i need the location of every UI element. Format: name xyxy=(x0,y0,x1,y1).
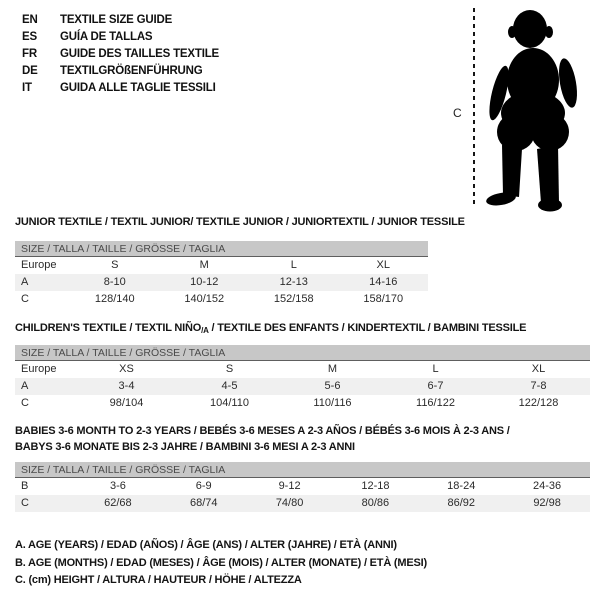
row-label-cell: B xyxy=(21,480,29,492)
table-row xyxy=(15,361,590,378)
children-title-subscript: /A xyxy=(201,326,209,335)
table-cell: 128/140 xyxy=(94,293,135,305)
table-cell: 158/170 xyxy=(363,293,404,305)
size-header-bar: SIZE / TALLA / TAILLE / GRÖSSE / TAGLIA xyxy=(15,241,428,257)
children-table-title xyxy=(15,320,526,339)
table-cell: 80/86 xyxy=(361,497,390,509)
table-cell: XS xyxy=(119,363,134,375)
table-cell: XL xyxy=(376,259,390,271)
table-row xyxy=(15,257,428,274)
language-label: TEXTILGRÖßENFÜHRUNG xyxy=(60,65,203,77)
language-label: GUIDA ALLE TAGLIE TESSILI xyxy=(60,82,216,94)
row-label-cell: C xyxy=(21,293,29,305)
language-code: ES xyxy=(22,31,37,43)
table-cell: 110/116 xyxy=(313,397,352,409)
row-label-cell: Europe xyxy=(21,363,57,375)
silhouette-foot-right xyxy=(538,199,562,212)
table-row xyxy=(15,274,428,291)
footnote-a: A. AGE (YEARS) / EDAD (AÑOS) / ÂGE (ANS) / ALTER (JAHRE) / ETÀ (ANNI) xyxy=(15,539,397,551)
size-header-bar: SIZE / TALLA / TAILLE / GRÖSSE / TAGLIA xyxy=(15,462,590,478)
table-cell: 98/104 xyxy=(109,397,144,409)
row-label-cell: Europe xyxy=(21,259,57,271)
language-row xyxy=(22,12,219,29)
table-cell: 24-36 xyxy=(533,480,562,492)
row-label-cell: C xyxy=(21,497,29,509)
table-cell: S xyxy=(111,259,119,271)
table-row xyxy=(15,378,590,395)
footnote-c: C. (cm) HEIGHT / ALTURA / HAUTEUR / HÖHE / ALTEZZA xyxy=(15,574,302,586)
table-cell: 18-24 xyxy=(447,480,476,492)
height-marker-dashed-line xyxy=(473,8,475,207)
table-cell: 3-4 xyxy=(118,380,135,392)
language-label: GUÍA DE TALLAS xyxy=(60,31,153,43)
language-code: EN xyxy=(22,14,38,26)
table-cell: 7-8 xyxy=(530,380,547,392)
table-cell: 104/110 xyxy=(210,397,249,409)
table-cell: 6-7 xyxy=(427,380,444,392)
height-marker-label: C xyxy=(453,106,462,120)
table-cell: 86/92 xyxy=(447,497,475,509)
table-cell: 122/128 xyxy=(518,397,559,409)
language-row xyxy=(22,46,219,63)
row-label-cell: A xyxy=(21,380,29,392)
table-cell: L xyxy=(432,363,439,375)
babies-table-title xyxy=(15,423,510,455)
footnotes xyxy=(15,537,427,590)
row-label-cell: C xyxy=(21,397,29,409)
silhouette-leg-left xyxy=(502,145,522,197)
babies-title-line2: BABYS 3-6 MONATE BIS 2-3 JAHRE / BAMBINI 3-6 MESI A 2-3 ANNI xyxy=(15,441,355,453)
language-label: GUIDE DES TAILLES TEXTILE xyxy=(60,48,219,60)
silhouette-short-right xyxy=(531,113,569,151)
table-cell: 92/98 xyxy=(533,497,561,509)
language-code: IT xyxy=(22,82,32,94)
table-cell: 4-5 xyxy=(221,380,238,392)
table-cell: M xyxy=(199,259,209,271)
junior-size-table xyxy=(15,241,428,308)
table-cell: L xyxy=(290,259,297,271)
language-row xyxy=(22,80,219,97)
table-cell: 14-16 xyxy=(369,276,398,288)
children-size-table xyxy=(15,345,590,412)
toddler-silhouette-image xyxy=(486,5,585,215)
language-code: FR xyxy=(22,48,37,60)
table-cell: 140/152 xyxy=(184,293,225,305)
language-list xyxy=(22,12,219,97)
language-label: TEXTILE SIZE GUIDE xyxy=(60,14,173,26)
table-cell: 6-9 xyxy=(195,480,212,492)
babies-title-line1: BABIES 3-6 MONTH TO 2-3 YEARS / BEBÉS 3-6 MESES A 2-3 AÑOS / BÉBÉS 3-6 MOIS À 2-3 ANS / xyxy=(15,425,510,437)
language-row xyxy=(22,29,219,46)
table-cell: 12-13 xyxy=(279,276,308,288)
table-cell: 116/122 xyxy=(416,397,455,409)
table-cell: XL xyxy=(531,363,546,375)
silhouette-leg-right xyxy=(537,145,559,203)
table-cell: 10-12 xyxy=(190,276,219,288)
language-code: DE xyxy=(22,65,38,77)
table-cell: M xyxy=(327,363,338,375)
junior-table-title: JUNIOR TEXTILE / TEXTIL JUNIOR/ TEXTILE JUNIOR / JUNIORTEXTIL / JUNIOR TESSILE xyxy=(15,216,465,228)
table-cell: 62/68 xyxy=(104,497,132,509)
table-row xyxy=(15,495,590,512)
table-cell: 3-6 xyxy=(109,480,126,492)
table-row xyxy=(15,291,428,308)
table-cell: S xyxy=(225,363,234,375)
table-cell: 9-12 xyxy=(278,480,301,492)
footnote-b: B. AGE (MONTHS) / EDAD (MESES) / ÂGE (MOIS) / ALTER (MONATE) / ETÀ (MESI) xyxy=(15,556,427,569)
table-cell: 8-10 xyxy=(103,276,126,288)
table-cell: 12-18 xyxy=(361,480,390,492)
table-row xyxy=(15,478,590,495)
babies-size-table xyxy=(15,462,590,512)
size-header-bar: SIZE / TALLA / TAILLE / GRÖSSE / TAGLIA xyxy=(15,345,590,361)
row-label-cell: A xyxy=(21,276,29,288)
silhouette-head xyxy=(513,10,547,48)
table-cell: 5-6 xyxy=(324,380,341,392)
table-cell: 74/80 xyxy=(275,497,304,509)
language-row xyxy=(22,63,219,80)
table-row xyxy=(15,395,590,412)
table-cell: 68/74 xyxy=(189,497,218,509)
table-cell: 152/158 xyxy=(273,293,314,305)
children-title-prefix: CHILDREN'S TEXTILE / TEXTIL NIÑO xyxy=(15,322,202,334)
children-title-suffix: / TEXTILE DES ENFANTS / KINDERTEXTIL / BAMBINI TESSILE xyxy=(208,322,527,334)
